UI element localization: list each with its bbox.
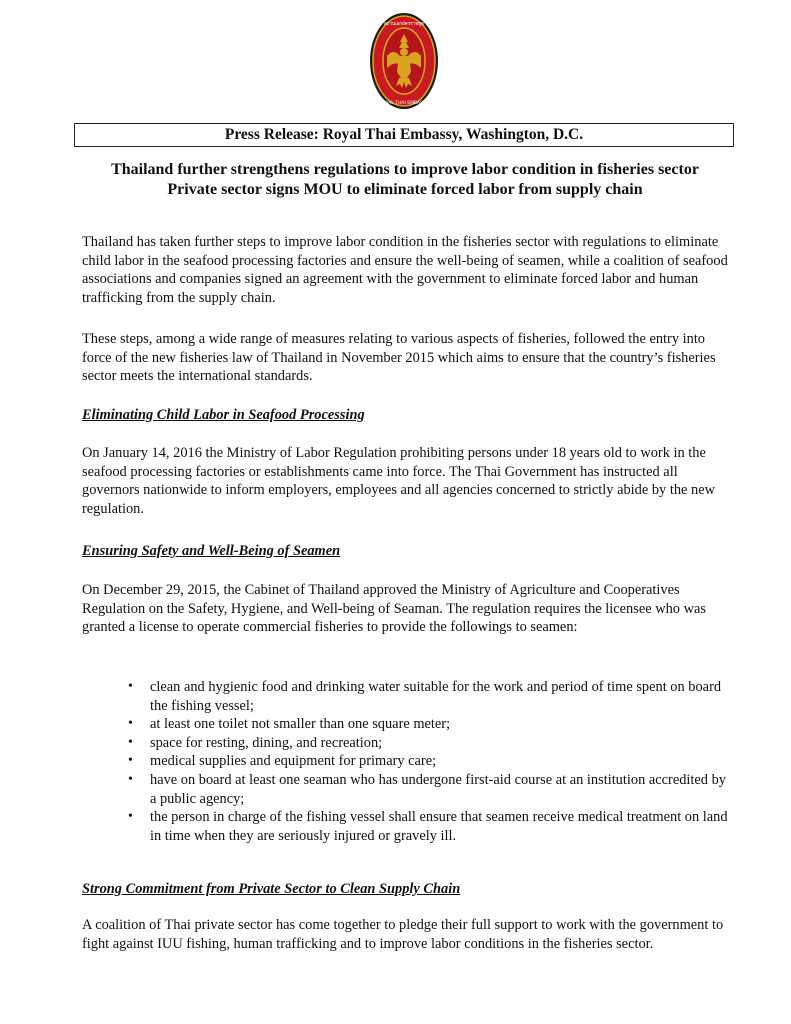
seal-text-bottom: ROYAL THAI EMBASSY [379,101,429,106]
headline-secondary: Private sector signs MOU to eliminate forced labor from supply chain [167,181,643,198]
section-heading-private-sector: Strong Commitment from Private Sector to Clean Supply Chain [82,881,461,897]
list-item: • space for resting, dining, and recreation; [128,734,383,751]
list-item: • at least one toilet not smaller than one square meter; [128,716,451,733]
context-paragraph: These steps, among a wide range of measures relating to various aspects of fisheries, followed the entry into force of the new fisheries law of Thailand in November 2015 which aims to ensure that the country’s fisheries sector meets the international standards. [82,331,716,385]
list-item: • clean and hygienic food and drinking water suitable for the work and period of time spent on board the fishing vessel; [128,679,722,714]
bullet-icon: • [128,716,133,732]
list-item: • have on board at least one seaman who has undergone first-aid course at an institution accredited by a public agency; [128,771,726,807]
list-item: • medical supplies and equipment for primary care; [128,753,437,770]
bullet-icon: • [128,771,133,787]
section-heading-child-labor: Eliminating Child Labor in Seafood Processing [82,407,365,423]
intro-paragraph: Thailand has taken further steps to improve labor condition in the fisheries sector with regulations to eliminate child labor in the seafood processing factories and ensure the well-being of seamen, while a coalition of seafood associations and companies signed an agreement with the government to eliminate forced labor and human trafficking from the supply chain. [82,234,728,306]
section-body-child-labor: On January 14, 2016 the Ministry of Labor Regulation prohibiting persons under 18 years old to work in the seafood processing factories or establishments came into force. The Thai Government has instructed all governors nationwide to inform employers, employees and all agencies concerned to strictly abide by the new regulation. [82,445,715,517]
bullet-icon: • [128,753,133,769]
section-body-private-sector: A coalition of Thai private sector has come together to pledge their full support to work with the government to fight against IUU fishing, human trafficking and to improve labor conditions in the fisheries sector. [82,917,724,952]
headline-primary: Thailand further strengthens regulations to improve labor condition in fisheries sector [111,161,699,178]
bullet-icon: • [128,809,133,825]
seal-text-top: สถานเอกอัครราชทูต [383,22,425,27]
section-body-seamen-safety: On December 29, 2015, the Cabinet of Thailand approved the Ministry of Agriculture and Cooperatives Regulation on the Safety, Hygiene, and Well-being of Seaman. The regulation requires the licensee who was granted a license to operate commercial fisheries to provide the followings to seamen: [82,582,706,636]
bullet-icon: • [128,679,133,694]
list-item: • the person in charge of the fishing vessel shall ensure that seamen receive medical treatment on land in time when they are seriously injured or gravely ill. [128,809,728,844]
seamen-provisions-list [128,678,728,845]
bullet-icon: • [128,734,133,750]
section-heading-seamen-safety: Ensuring Safety and Well-Being of Seamen [82,543,341,559]
royal-thai-embassy-seal-icon [369,12,439,110]
press-release-title: Press Release: Royal Thai Embassy, Washington, D.C. [74,123,734,147]
